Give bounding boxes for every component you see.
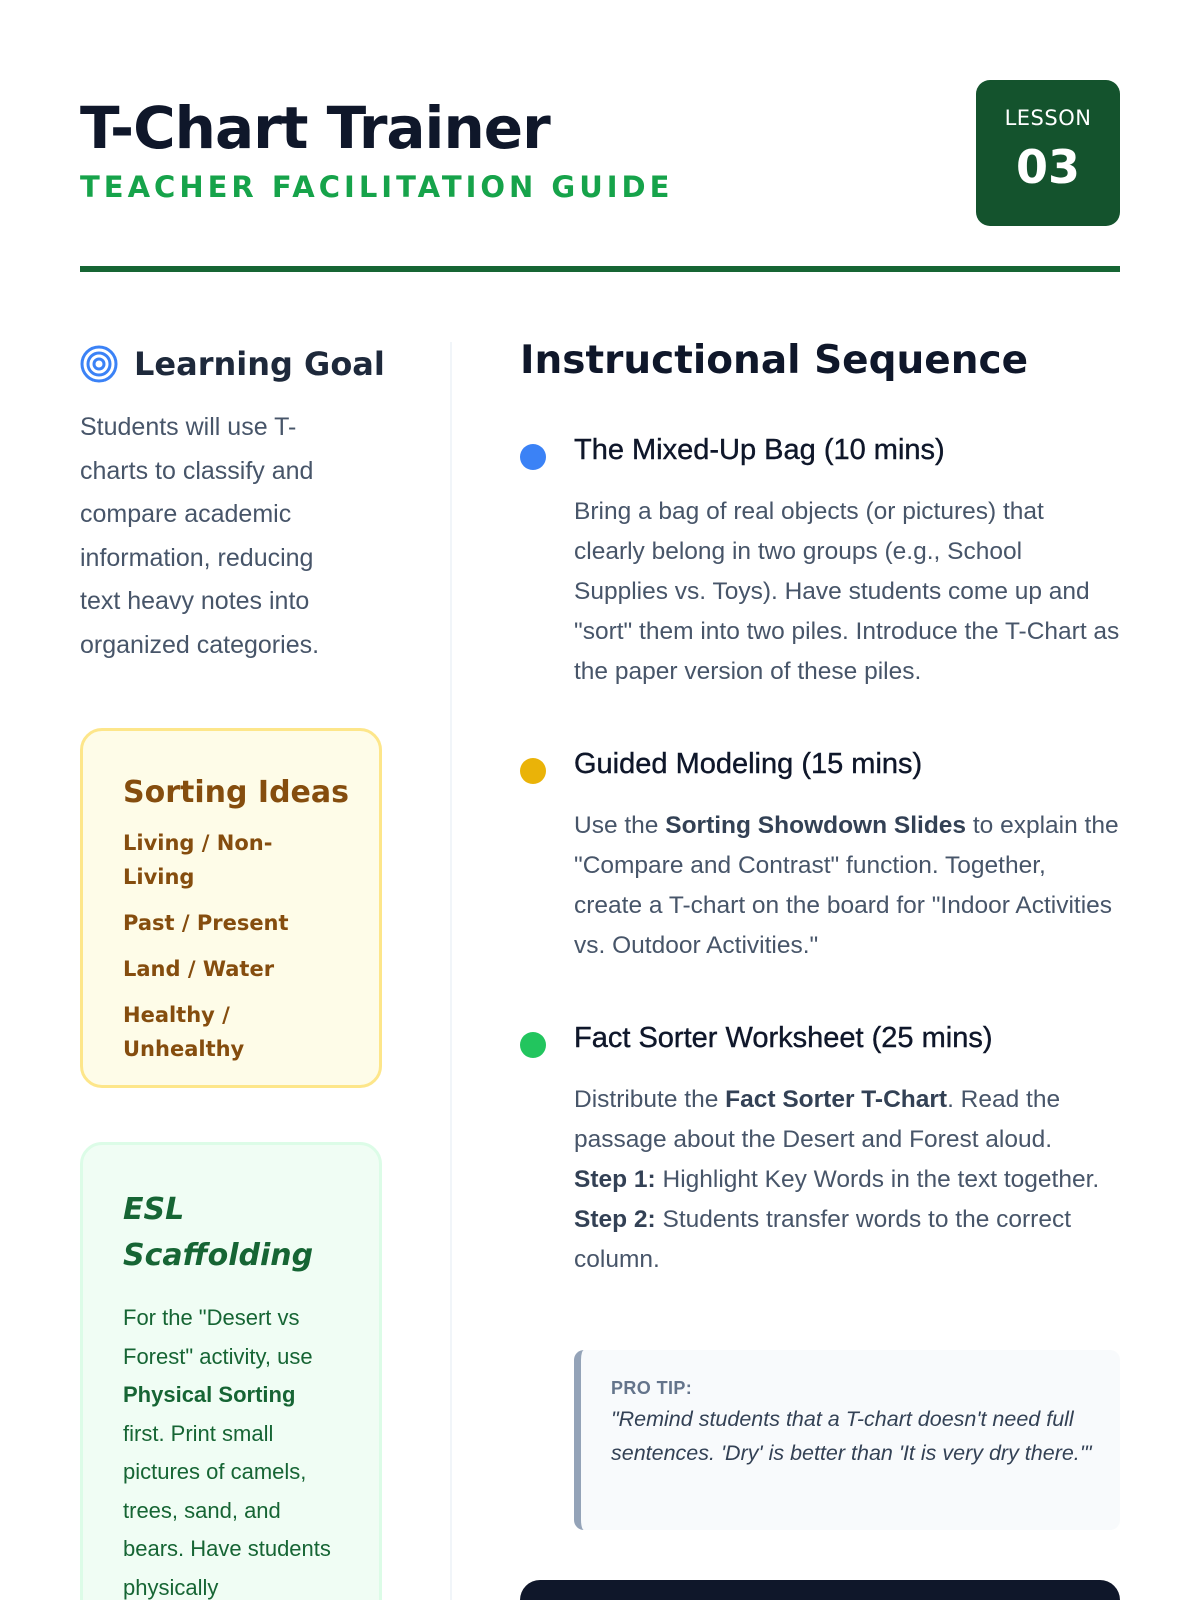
step-body-after: to explain the "Compare and Contrast" function. Together, create a T-chart on the board for "Indoor Activities vs. Outdoor Activities."	[574, 812, 1119, 959]
step-1-text: Highlight Key Words in the text together.	[655, 1166, 1100, 1193]
step-body-bold: Sorting Showdown Slides	[665, 812, 967, 839]
page-subtitle: TEACHER FACILITATION GUIDE	[80, 170, 674, 204]
esl-scaffolding-title: ESL Scaffolding	[123, 1192, 314, 1273]
lesson-number: 03	[1015, 140, 1080, 194]
step-body-before: Distribute the	[574, 1086, 726, 1113]
step-dot-icon	[520, 444, 546, 470]
page-header	[80, 80, 1120, 270]
learning-goal-title: Learning Goal	[134, 345, 385, 383]
step-title: The Mixed-Up Bag (10 mins)	[574, 434, 945, 466]
page-title: T-Chart Trainer	[80, 94, 550, 162]
step-title: Fact Sorter Worksheet (25 mins)	[574, 1022, 993, 1054]
esl-text-bold: Physical Sorting	[123, 1382, 296, 1407]
sorting-idea-item: Healthy / Unhealthy	[123, 1003, 245, 1061]
step-body	[574, 806, 1120, 966]
sorting-idea-item: Living / Non-Living	[123, 831, 273, 889]
learning-goal-text: Students will use T-charts to classify and compare academic information, reducing text heavy notes into organized categories.	[80, 413, 320, 659]
lesson-badge	[976, 80, 1120, 226]
sorting-ideas-card	[80, 728, 382, 1088]
bottom-action-bar	[520, 1580, 1120, 1600]
step-body-bold: Fact Sorter T-Chart	[725, 1086, 948, 1113]
column-divider	[450, 342, 452, 1600]
esl-scaffolding-card	[80, 1142, 382, 1600]
step-2-text: Students transfer words to the correct column.	[574, 1206, 1072, 1273]
sorting-ideas-title: Sorting Ideas	[123, 775, 349, 810]
main-column	[520, 338, 1120, 1273]
step-dot-icon	[520, 758, 546, 784]
esl-text-after: first. Print small pictures of camels, trees, sand, and bears. Have students physically	[123, 1420, 331, 1600]
sorting-idea-item: Land / Water	[123, 957, 275, 981]
step-body	[574, 1080, 1120, 1280]
esl-scaffolding-text	[123, 1299, 343, 1600]
step-2-label: Step 2:	[574, 1206, 656, 1233]
pro-tip-quote: "Remind students that a T-chart doesn't need full sentences. 'Dry' is better than 'It is very dry there.'"	[611, 1407, 1092, 1465]
pro-tip-callout	[574, 1350, 1120, 1530]
step-dot-icon	[520, 1032, 546, 1058]
step-title: Guided Modeling (15 mins)	[574, 748, 923, 780]
step-body: Bring a bag of real objects (or pictures) that clearly belong in two groups (e.g., School Supplies vs. Toys). Have students come up and "sort" them into two piles. Introduce the T-Chart as the paper version of these piles.	[574, 498, 1120, 685]
target-icon	[80, 345, 118, 383]
header-divider	[80, 266, 1120, 272]
learning-goal-heading	[80, 338, 385, 390]
sorting-idea-item: Past / Present	[123, 911, 289, 935]
pro-tip-label: PRO TIP:	[611, 1378, 693, 1398]
step-body-before: Use the	[574, 812, 666, 839]
sidebar-column	[80, 338, 385, 1600]
lesson-label: LESSON	[1004, 106, 1092, 130]
step-body-after: . Read the passage about the Desert and Forest aloud.	[574, 1086, 1061, 1153]
instructional-sequence-title: Instructional Sequence	[520, 338, 1029, 383]
esl-text-before: For the "Desert vs Forest" activity, use	[123, 1305, 313, 1369]
step-1-label: Step 1:	[574, 1166, 656, 1193]
